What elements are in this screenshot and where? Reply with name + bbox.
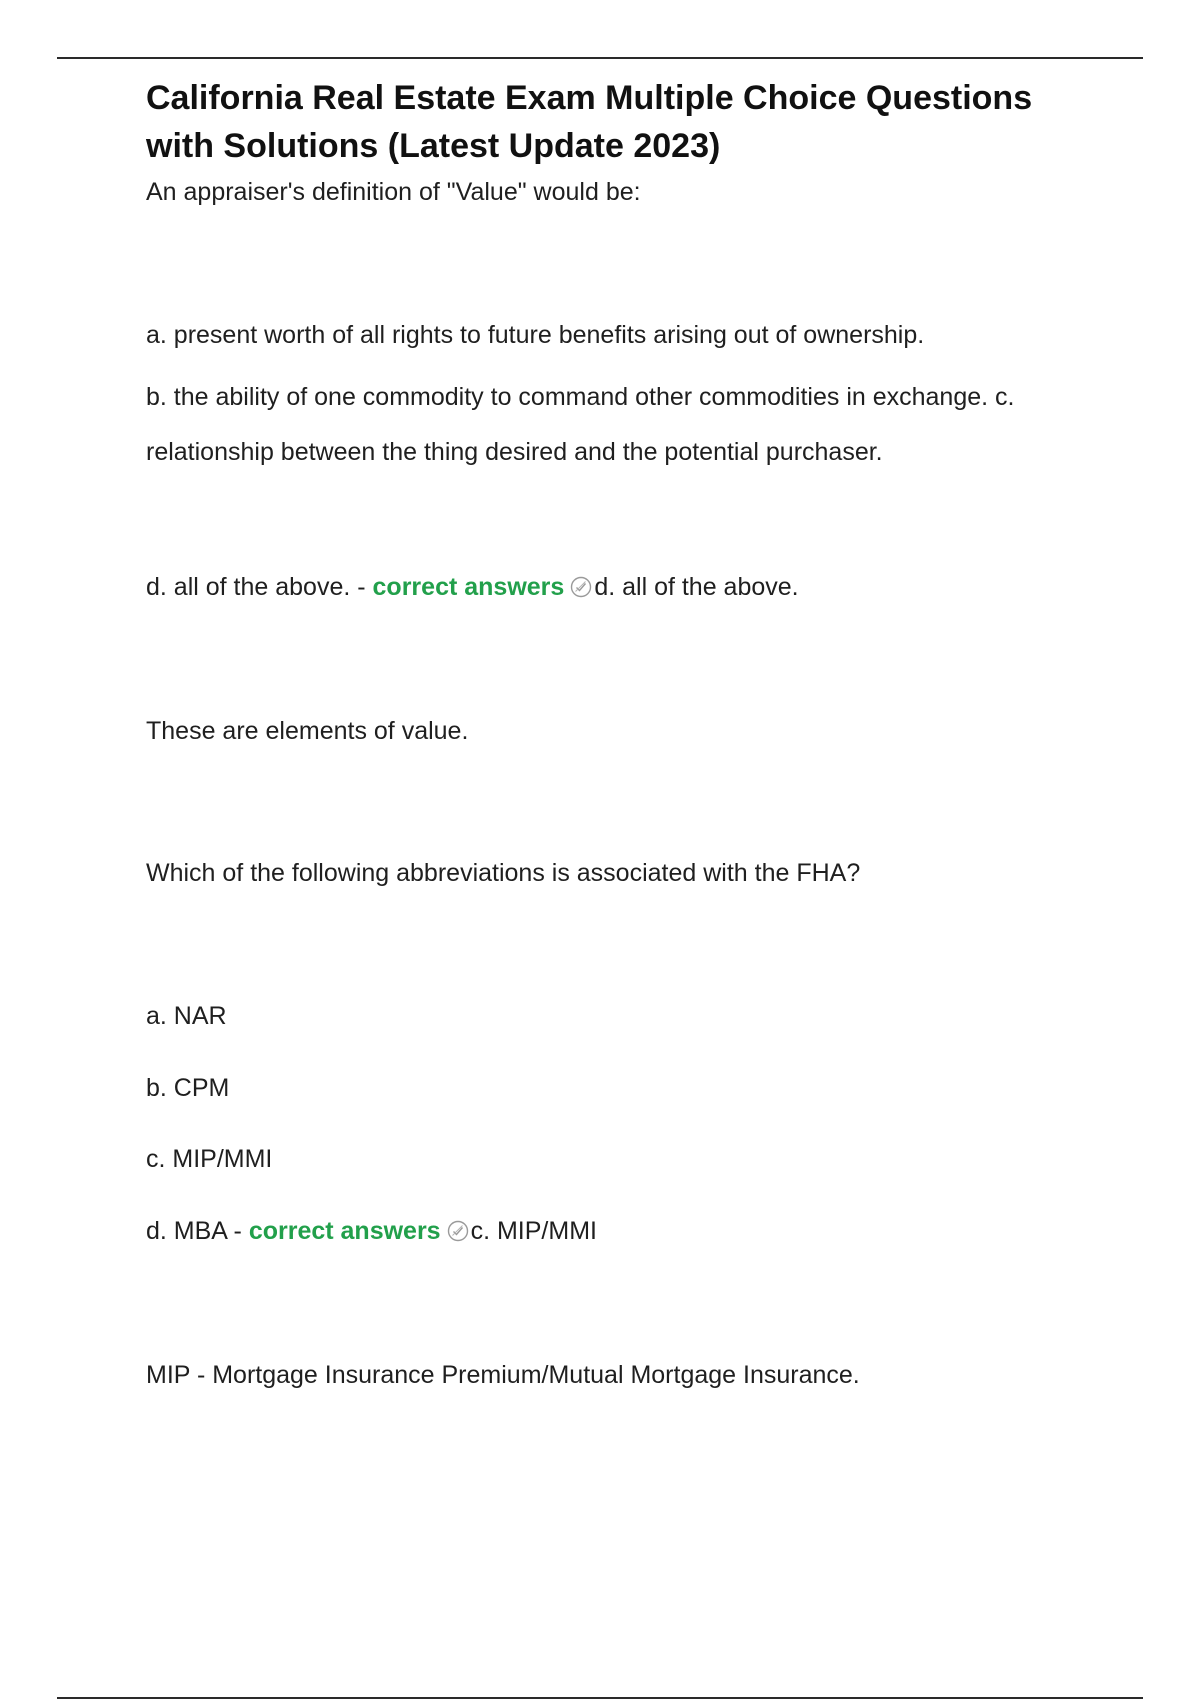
document-page [146, 74, 1106, 1389]
question-2-option-d: d. MBA - [146, 1217, 249, 1245]
question-1-option-a: a. present worth of all rights to future benefits arising out of ownership. [146, 321, 925, 349]
question-1-option-d: d. all of the above. - [146, 573, 373, 601]
question-1-option-bc: b. the ability of one commodity to command other commodities in exchange. c. relationship between the thing desired and the potential purchaser. [146, 383, 1015, 466]
answer-text: d. all of the above. [594, 573, 799, 601]
check-circle-icon [447, 1220, 469, 1242]
question-2-option-b: b. CPM [146, 1074, 230, 1102]
answer-text: c. MIP/MMI [470, 1217, 597, 1245]
question-2-answer-line [146, 1214, 597, 1248]
question-2-option-a: a. NAR [146, 1002, 227, 1030]
document-title: California Real Estate Exam Multiple Choice Questions with Solutions (Latest Update 2023) [146, 79, 1033, 165]
answer-label: correct answers [248, 1217, 441, 1245]
question-1-explanation: These are elements of value. [146, 717, 469, 745]
question-2-explanation: MIP - Mortgage Insurance Premium/Mutual Mortgage Insurance. [146, 1361, 860, 1389]
answer-label: correct answers [372, 573, 565, 601]
question-1-answer-line [146, 570, 799, 604]
question-1-prompt: An appraiser's definition of "Value" would be: [146, 178, 641, 206]
top-rule [57, 57, 1143, 59]
check-circle-icon [570, 576, 592, 598]
question-2-prompt: Which of the following abbreviations is associated with the FHA? [146, 859, 861, 887]
question-2-option-c: c. MIP/MMI [146, 1145, 273, 1173]
bottom-rule [57, 1697, 1143, 1699]
